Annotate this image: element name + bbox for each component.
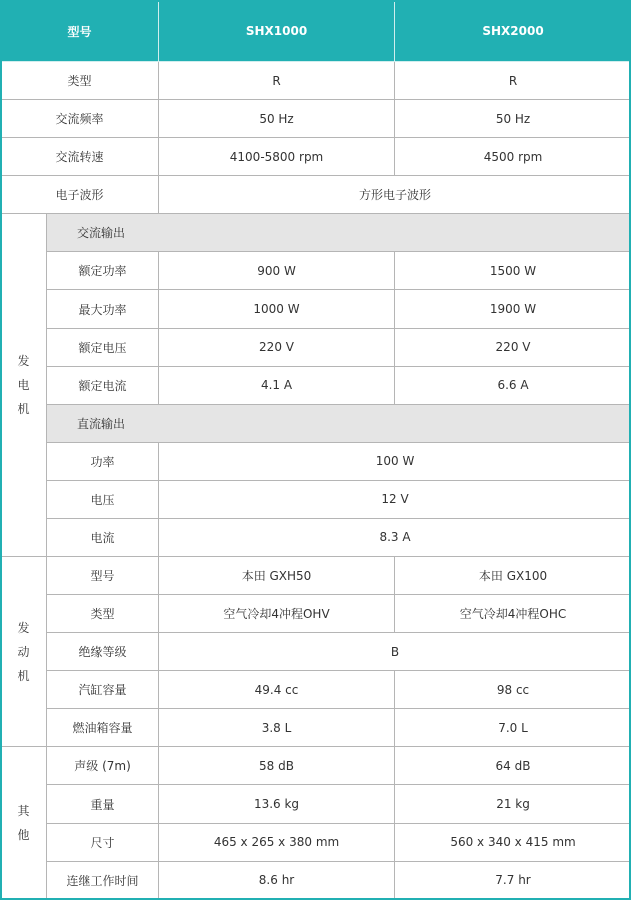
table-row [1,404,631,442]
table-row [1,595,631,633]
section-char: 机 [17,668,30,683]
param-label: 类型 [47,595,159,633]
section-char: 动 [17,644,30,659]
table-row [1,176,631,214]
table-row [1,861,631,899]
param-label: 连继工作时间 [47,861,159,899]
model-header: 型号 [1,1,159,62]
section-label-generator [1,214,47,557]
value-shx2000: 空气冷却4冲程OHC [395,595,631,633]
value-shx1000: 8.6 hr [159,861,395,899]
table-row [1,100,631,138]
param-label: 额定电流 [47,366,159,404]
value-shx2000: 21 kg [395,785,631,823]
table-row [1,328,631,366]
param-label: 声级 (7m) [47,747,159,785]
table-row [1,214,631,252]
value-shx1000: R [159,62,395,100]
value-shx1000: 3.8 L [159,709,395,747]
value-shx1000: 本田 GXH50 [159,557,395,595]
table-row [1,138,631,176]
section-char: 他 [17,828,30,843]
value-shared: 12 V [159,480,631,518]
section-char: 机 [17,402,30,417]
table-row [1,366,631,404]
section-char: 电 [17,378,30,393]
value-shared: B [159,633,631,671]
table-row [1,823,631,861]
value-shared: 8.3 A [159,518,631,556]
value-shx1000: 465 x 265 x 380 mm [159,823,395,861]
table-row [1,62,631,100]
table-row [1,252,631,290]
param-label: 燃油箱容量 [47,709,159,747]
param-label: 尺寸 [47,823,159,861]
value-shx1000: 50 Hz [159,100,395,138]
value-shx2000: 7.7 hr [395,861,631,899]
section-label-engine [1,557,47,747]
param-label: 交流转速 [1,138,159,176]
param-label: 型号 [47,557,159,595]
table-row [1,747,631,785]
subheader-ac-output: 交流输出 [47,214,631,252]
section-label-other [1,747,47,900]
value-shx1000: 49.4 cc [159,671,395,709]
param-label: 功率 [47,442,159,480]
param-label: 电压 [47,480,159,518]
value-shx1000: 4100-5800 rpm [159,138,395,176]
value-shared: 方形电子波形 [159,176,631,214]
value-shx2000: 本田 GX100 [395,557,631,595]
param-label: 电子波形 [1,176,159,214]
table-row [1,709,631,747]
value-shx1000: 220 V [159,328,395,366]
value-shx1000: 4.1 A [159,366,395,404]
param-label: 重量 [47,785,159,823]
param-label: 额定电压 [47,328,159,366]
param-label: 绝缘等级 [47,633,159,671]
value-shx2000: 64 dB [395,747,631,785]
value-shx2000: 98 cc [395,671,631,709]
value-shx2000: 560 x 340 x 415 mm [395,823,631,861]
table-row [1,633,631,671]
value-shx1000: 1000 W [159,290,395,328]
value-shx2000: 50 Hz [395,100,631,138]
shx1000-header: SHX1000 [159,1,395,62]
value-shx2000: 1900 W [395,290,631,328]
param-label: 电流 [47,518,159,556]
value-shx1000: 58 dB [159,747,395,785]
table-row [1,557,631,595]
table-row [1,671,631,709]
param-label: 汽缸容量 [47,671,159,709]
section-char: 发 [17,354,30,369]
param-label: 类型 [1,62,159,100]
param-label: 最大功率 [47,290,159,328]
value-shx2000: 6.6 A [395,366,631,404]
subheader-dc-output: 直流输出 [47,404,631,442]
table-row [1,785,631,823]
table-row [1,480,631,518]
table-row [1,290,631,328]
table-row [1,518,631,556]
param-label: 交流频率 [1,100,159,138]
value-shx1000: 13.6 kg [159,785,395,823]
value-shx2000: 7.0 L [395,709,631,747]
table-row [1,442,631,480]
section-char: 其 [17,804,30,819]
header-row [1,1,631,62]
value-shared: 100 W [159,442,631,480]
param-label: 额定功率 [47,252,159,290]
value-shx2000: 4500 rpm [395,138,631,176]
section-char: 发 [17,620,30,635]
value-shx1000: 900 W [159,252,395,290]
shx2000-header: SHX2000 [395,1,631,62]
value-shx2000: 220 V [395,328,631,366]
value-shx2000: R [395,62,631,100]
value-shx2000: 1500 W [395,252,631,290]
value-shx1000: 空气冷却4冲程OHV [159,595,395,633]
